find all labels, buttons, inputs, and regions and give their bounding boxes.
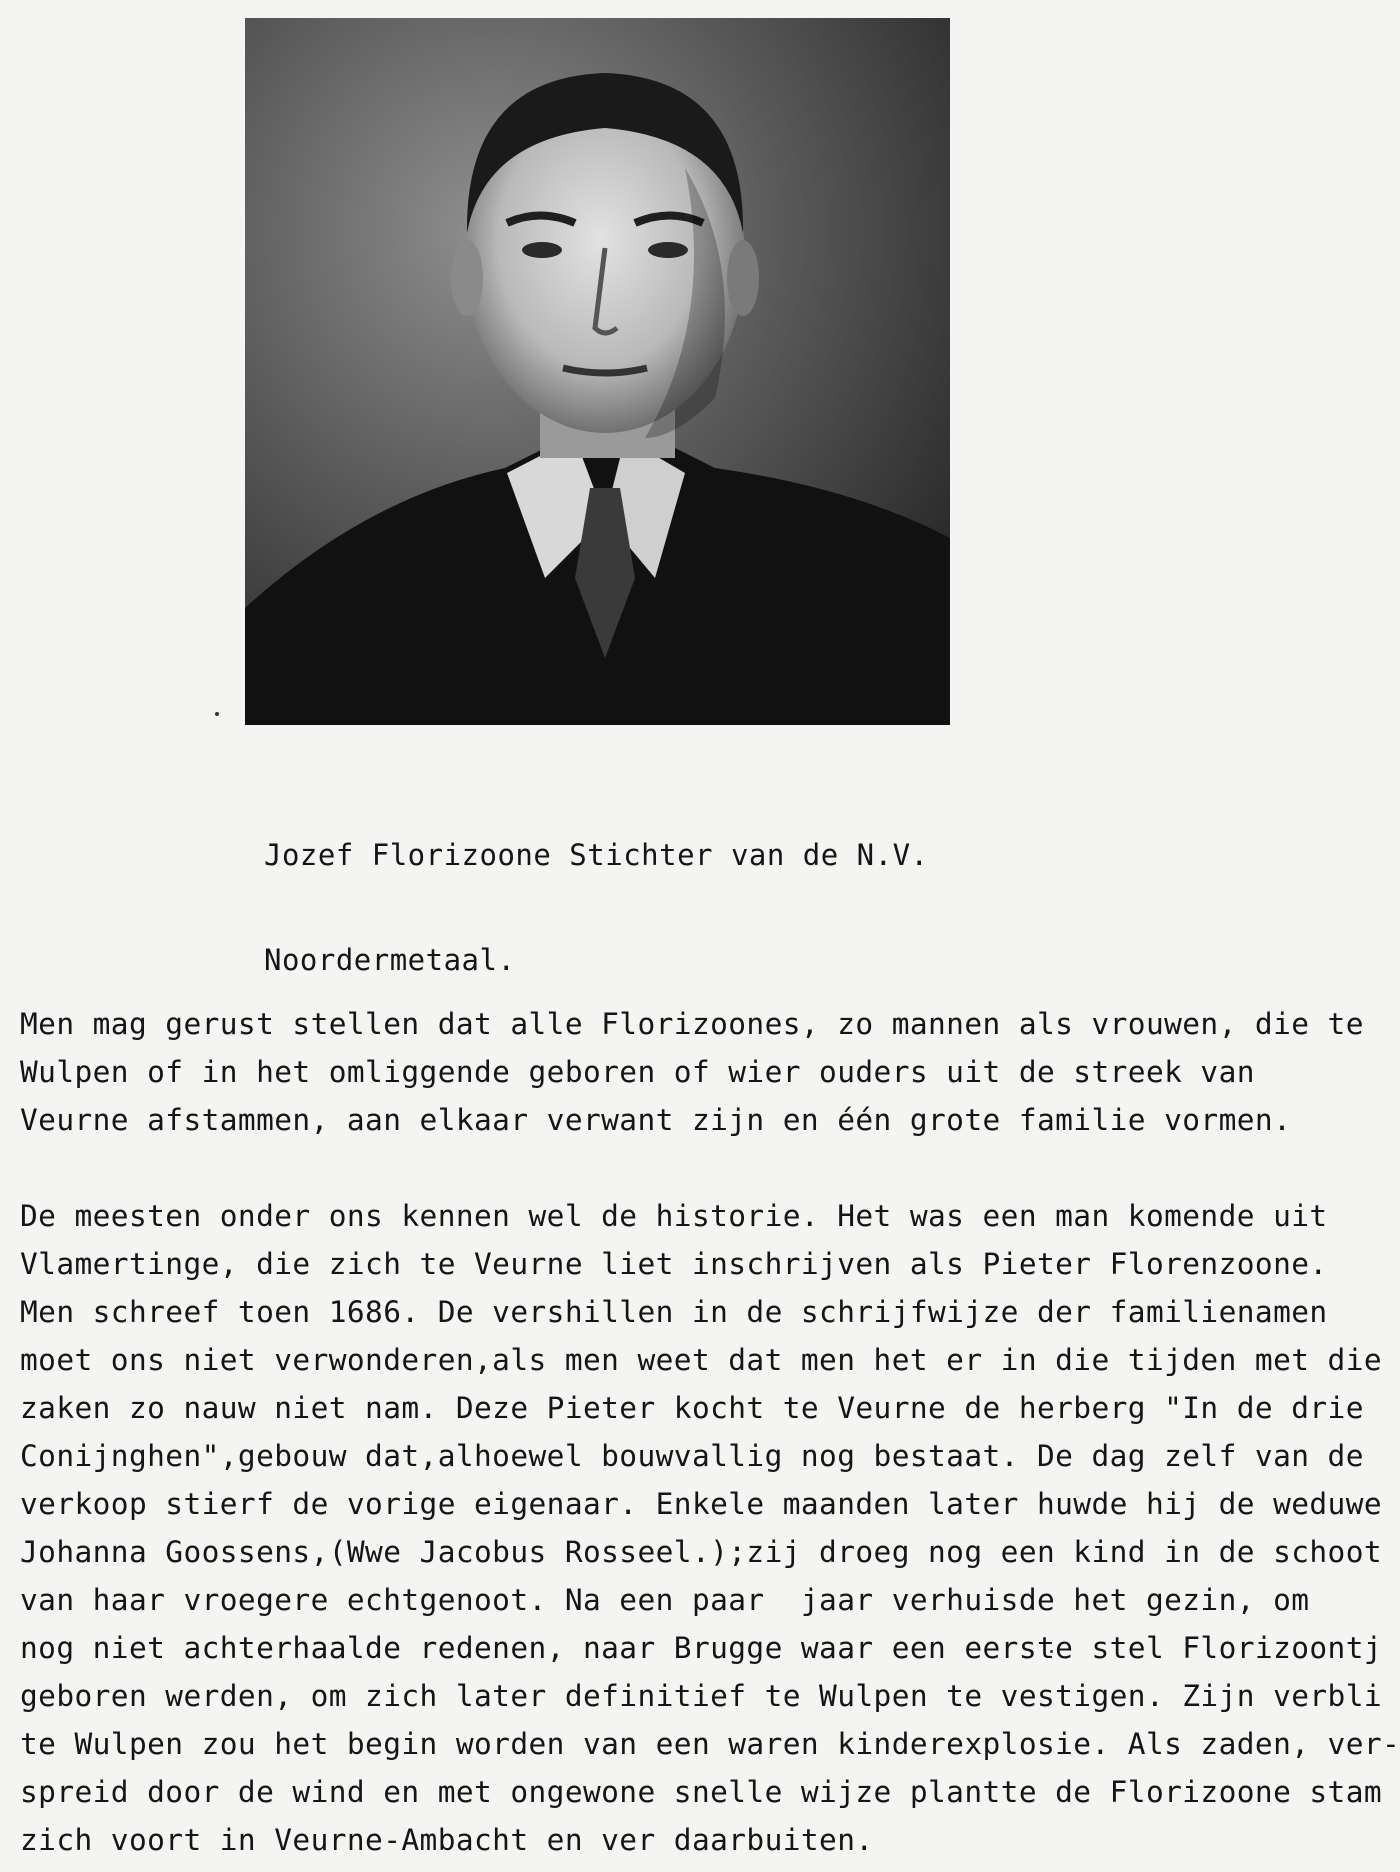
text-line: van haar vroegere echtgenoot. Na een paar jaar verhuisde het gezin, om	[20, 1583, 1310, 1617]
text-line: Men mag gerust stellen dat alle Florizoones, zo mannen als vrouwen, die te	[20, 1007, 1364, 1041]
text-line: Vlamertinge, die zich te Veurne liet inschrijven als Pieter Florenzoone.	[20, 1247, 1328, 1281]
portrait-photo	[245, 18, 950, 725]
text-line: Johanna Goossens,(Wwe Jacobus Rosseel.);zij droeg nog een kind in de schoot	[20, 1535, 1383, 1569]
text-line: te Wulpen zou het begin worden van een waren kinderexplosie. Als zaden, ver-	[20, 1727, 1400, 1761]
text-line: nog niet achterhaalde redenen, naar Brugge waar een eerste stel Florizoontj	[20, 1631, 1383, 1665]
text-line: spreid door de wind en met ongewone snelle wijze plantte de Florizoone stam	[20, 1775, 1383, 1809]
article-body	[20, 1000, 1400, 1864]
text-line: Conijnghen",gebouw dat,alhoewel bouwvallig nog bestaat. De dag zelf van de	[20, 1439, 1364, 1473]
portrait-image	[245, 18, 950, 725]
text-line: geboren werden, om zich later definitief te Wulpen te vestigen. Zijn verbli	[20, 1679, 1383, 1713]
text-line: Wulpen of in het omliggende geboren of wier ouders uit de streek van	[20, 1055, 1255, 1089]
photo-caption	[264, 768, 929, 1013]
text-line: zaken zo nauw niet nam. Deze Pieter kocht te Veurne de herberg "In de drie	[20, 1391, 1364, 1425]
scan-speck	[215, 712, 219, 716]
caption-line: Noordermetaal.	[264, 943, 516, 977]
text-line: Men schreef toen 1686. De vershillen in de schrijfwijze der familienamen	[20, 1295, 1328, 1329]
text-line: Veurne afstammen, aan elkaar verwant zijn en één grote familie vormen.	[20, 1103, 1292, 1137]
paragraph-spacer	[20, 1144, 1225, 1192]
text-line: De meesten onder ons kennen wel de historie. Het was een man komende uit	[20, 1199, 1328, 1233]
text-line: verkoop stierf de vorige eigenaar. Enkele maanden later huwde hij de weduwe	[20, 1487, 1383, 1521]
paragraph-2	[20, 1192, 1400, 1864]
caption-line: Jozef Florizoone Stichter van de N.V.	[264, 838, 929, 872]
text-line: moet ons niet verwonderen,als men weet dat men het er in die tijden met die	[20, 1343, 1383, 1377]
paragraph-1	[20, 1000, 1364, 1144]
text-line: zich voort in Veurne-Ambacht en ver daarbuiten.	[20, 1823, 874, 1857]
